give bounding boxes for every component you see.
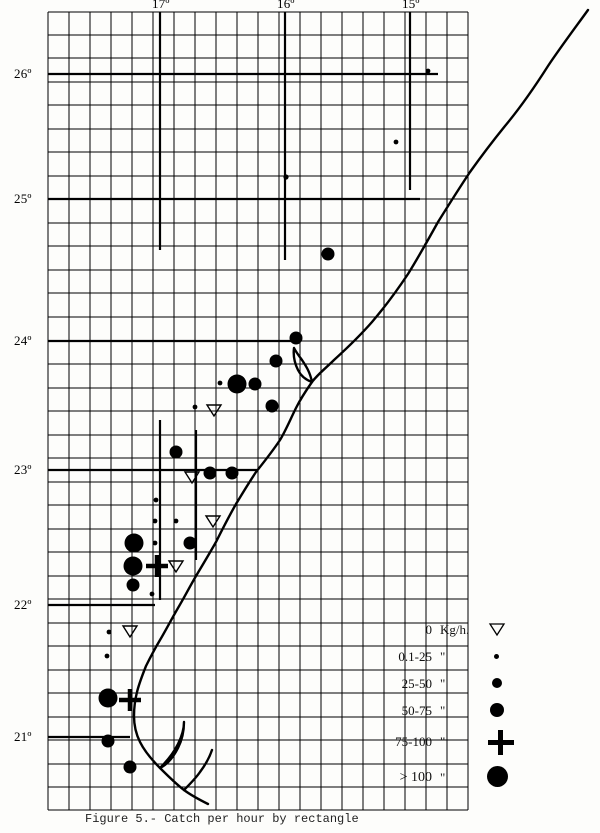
legend-unit-3: " (440, 703, 446, 718)
legend-row-0 (330, 620, 560, 647)
legend-label-0: 0 (425, 622, 432, 637)
legend (330, 620, 560, 785)
legend-row-3 (330, 701, 560, 728)
legend-label-3: 50-75 (401, 703, 432, 718)
lat-label-24: 24º (14, 333, 32, 348)
lat-label-26: 26º (14, 66, 32, 81)
legend-row-5 (330, 762, 560, 796)
lat-label-23: 23º (14, 462, 32, 477)
legend-symbol-cross-icon (487, 728, 527, 752)
legend-row-1 (330, 647, 560, 674)
legend-unit-4: " (440, 734, 446, 749)
legend-label-5: > 100 (399, 770, 432, 785)
legend-unit-5: " (440, 770, 446, 785)
legend-symbol-small-dot-icon (487, 647, 527, 671)
lon-label-17: 17º (152, 0, 170, 11)
legend-symbol-medium-dot-icon (487, 674, 527, 698)
lat-label-22: 22º (14, 597, 32, 612)
legend-label-1: 0.1-25 (398, 649, 432, 664)
lat-label-25: 25º (14, 191, 32, 206)
legend-label-4: 75-100 (395, 734, 432, 749)
legend-symbol-xlarge-dot-icon (487, 762, 527, 786)
lat-label-21: 21º (14, 729, 32, 744)
legend-row-4 (330, 728, 560, 762)
legend-unit-2: " (440, 676, 446, 691)
legend-unit-title: Kg/h. (440, 622, 470, 637)
legend-label-2: 25-50 (401, 676, 432, 691)
lon-label-15: 15º (402, 0, 420, 11)
legend-unit-1: " (440, 649, 446, 664)
legend-row-2 (330, 674, 560, 701)
legend-symbol-large-dot-icon (487, 701, 527, 725)
figure-caption: Figure 5.- Catch per hour by rectangle (85, 812, 359, 826)
legend-symbol-triangle-open-icon (487, 620, 527, 644)
lon-label-16: 16º (277, 0, 295, 11)
